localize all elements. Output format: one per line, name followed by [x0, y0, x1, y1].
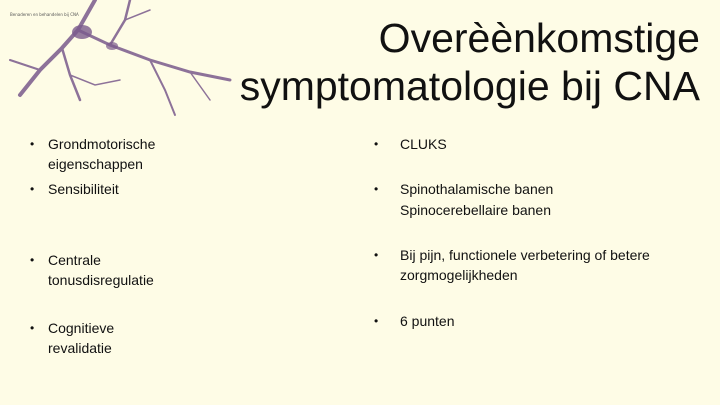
slide-title — [160, 14, 700, 110]
list-item: CLUKS — [400, 136, 447, 152]
list-item-continuation: zorgmogelijkheden — [400, 267, 518, 283]
list-item: Bij pijn, functionele verbetering of betere — [400, 247, 650, 263]
list-item: Spinothalamische banen — [400, 181, 554, 197]
bullet: • — [30, 321, 35, 335]
title-line-2: symptomatologie bij CNA — [239, 63, 700, 109]
list-item: 6 punten — [400, 313, 455, 329]
bullet: • — [30, 137, 35, 151]
bullet: • — [374, 248, 379, 262]
logo-text: Benaderen en behandelen bij CNA — [10, 12, 79, 17]
title-line-1: Overèènkomstige — [378, 15, 700, 61]
list-item: Grondmotorische eigenschappen — [48, 136, 156, 172]
list-item: Centrale tonusdisregulatie — [48, 252, 154, 288]
bullet: • — [374, 314, 379, 328]
bullet: • — [30, 253, 35, 267]
list-item: Cognitieve revalidatie — [48, 320, 115, 356]
bullet: • — [30, 182, 35, 196]
bullet: • — [374, 137, 379, 151]
list-item-continuation: Spinocerebellaire banen — [400, 202, 551, 218]
list-item: Sensibiliteit — [48, 181, 119, 197]
bullet: • — [374, 182, 379, 196]
